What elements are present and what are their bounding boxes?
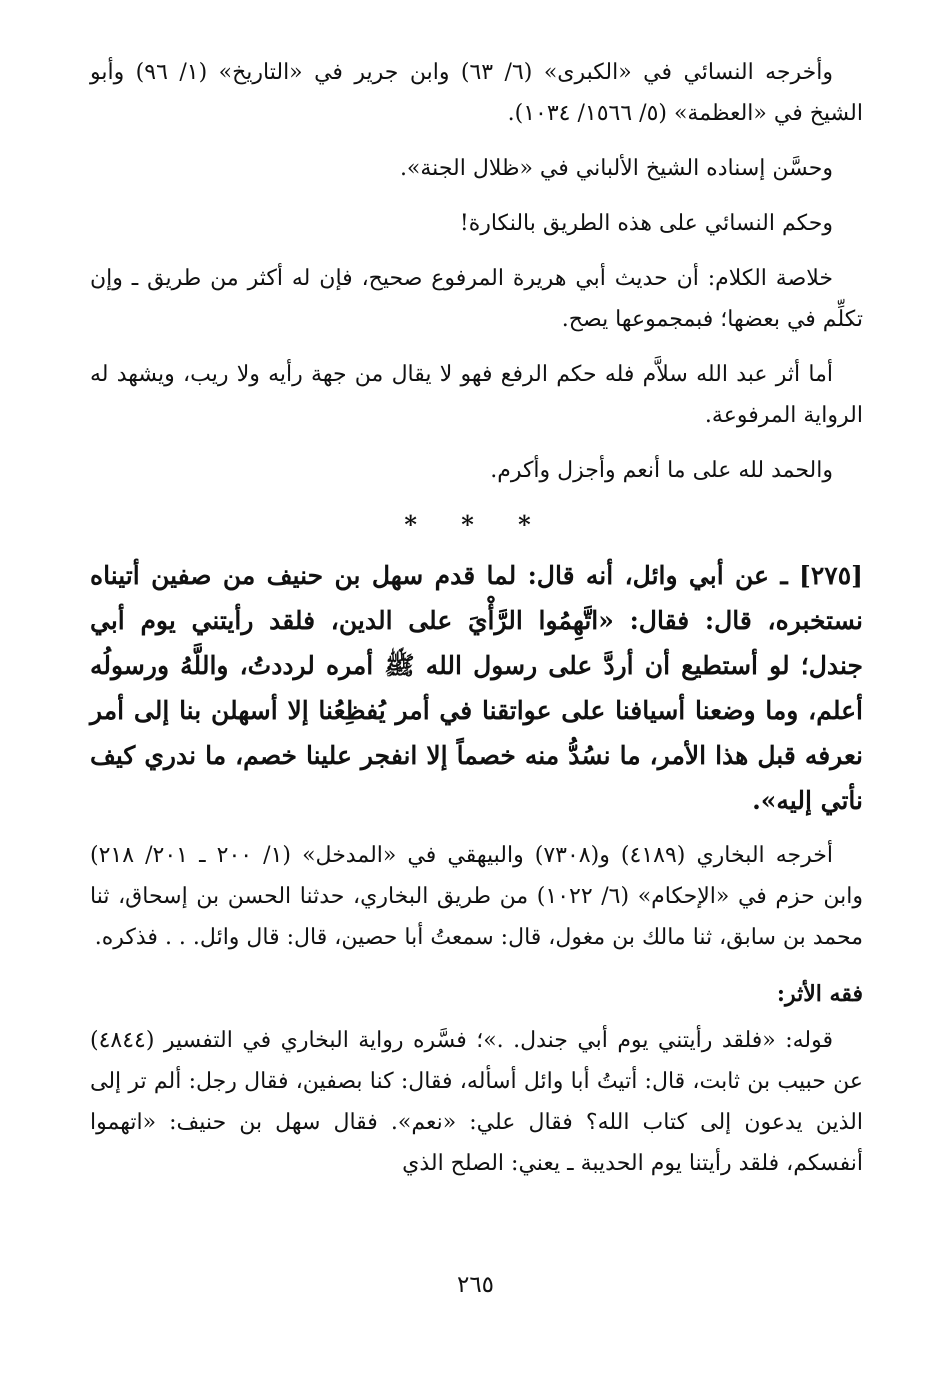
fiqh-paragraph: قوله: «فلقد رأيتني يوم أبي جندل. .»؛ فسَّره رواية البخاري في التفسير (٤٨٤٤) عن حبيب بن ثابت، قال: أتيتُ أبا وائل أسأله، فقال: كنا بصفين، فقال رجل: ألم تر إلى الذين يدعون إلى كتاب الله؟ فقال علي: «نعم». فقال سهل بن حنيف: «اتهموا أنفسكم، فلقد رأيتنا يوم الحديبة ـ يعني: الصلح الذي [90, 1028, 863, 1176]
page-number: ٢٦٥ [456, 1272, 495, 1298]
hadith-275-text: [٢٧٥] ـ عن أبي وائل، أنه قال: لما قدم سهل بن حنيف من صفين أتيناه نستخبره، قال: فقال: «اتَّهِمُوا الرَّأْيَ على الدين، فلقد رأيتني يوم أبي جندل؛ لو أستطيع أن أردَّ على رسول الله ﷺ أمره لرددتُ، واللَّهُ ورسولُه أعلم، وما وضعنا أسيافنا على عواتقنا في أمر يُفظِعُنا إلا أسهلن بنا إلى أمر نعرفه قبل هذا الأمر، ما نسُدُّ منه خصماً إلا انفجر علينا خصم، ما ندري كيف نأتي إليه». [90, 561, 863, 815]
albani-grading-paragraph: وحسَّن إسناده الشيخ الألباني في «ظلال الجنة». [399, 156, 833, 181]
athar-ruling-paragraph: أما أثر عبد الله سلاَّم فله حكم الرفع فهو لا يقال من جهة رأيه ولا ريب، ويشهد له الرواية المرفوعة. [90, 362, 863, 428]
takhrij-paragraph-1: وأخرجه النسائي في «الكبرى» (٦/ ٦٣) وابن جرير في «التاريخ» (١/ ٩٦) وأبو الشيخ في «العظمة» (٥/ ١٥٦٦/ ١٠٣٤). [90, 60, 863, 126]
nasai-ruling-paragraph: وحكم النسائي على هذه الطريق بالنكارة! [459, 211, 833, 236]
hadith-275-takhrij: أخرجه البخاري (٤١٨٩) و(٧٣٠٨) والبيهقي في «المدخل» (١/ ٢٠٠ ـ ٢٠١/ ٢١٨) وابن حزم في «الإحكام» (٦/ ١٠٢٢) من طريق البخاري، حدثنا الحسن بن إسحاق، ثنا محمد بن سابق، ثنا مالك بن مغول، قال: سمعتُ أبا حصين، قال: قال وائل. . . فذكره. [90, 843, 863, 950]
section-separator: * * * [404, 510, 549, 539]
conclusion-paragraph: خلاصة الكلام: أن حديث أبي هريرة المرفوع صحيح، فإن له أكثر من طريق ـ وإن تكلِّم في بعضها؛ فبمجموعها يصح. [90, 266, 863, 332]
fiqh-heading: فقه الأثر: [776, 981, 863, 1007]
closing-praise-paragraph: والحمد لله على ما أنعم وأجزل وأكرم. [490, 458, 833, 483]
